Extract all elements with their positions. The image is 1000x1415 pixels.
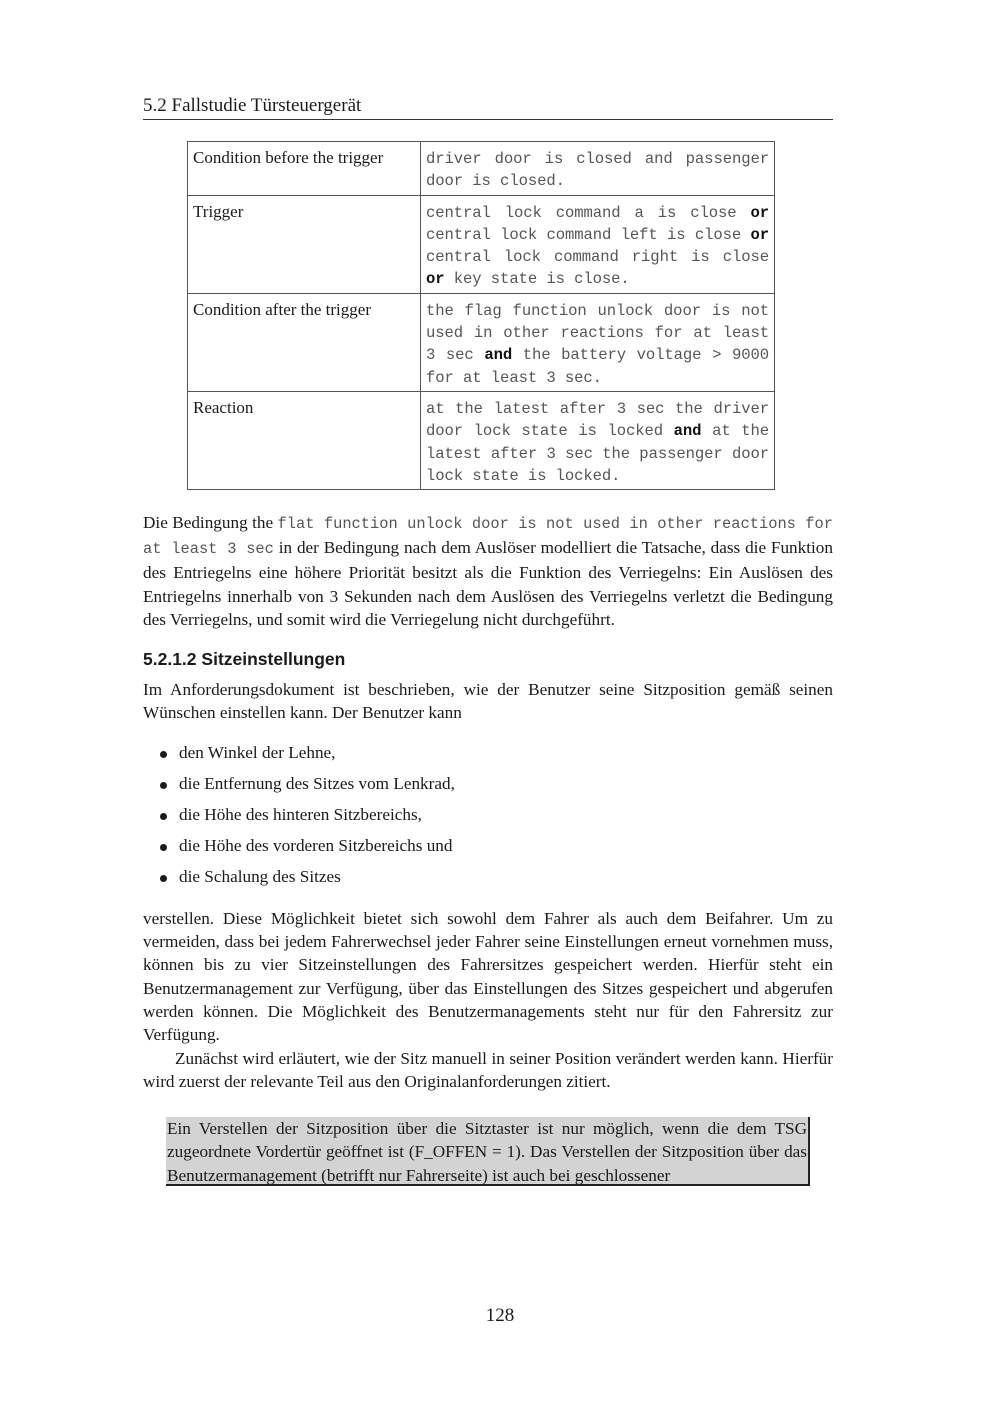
keyword: or bbox=[750, 225, 769, 244]
inline-code: flat function unlock door is not used in other reactions for at least 3 sec bbox=[143, 515, 833, 559]
list-item-text: den Winkel der Lehne, bbox=[179, 743, 336, 762]
requirements-table bbox=[187, 141, 775, 490]
list-item-text: die Höhe des hinteren Sitzbereichs, bbox=[179, 805, 422, 824]
paragraph-lead: Die Bedingung the bbox=[143, 513, 278, 532]
row-label: Condition after the trigger bbox=[188, 293, 421, 391]
keyword: or bbox=[426, 270, 445, 289]
list-item bbox=[143, 834, 833, 865]
section-heading bbox=[143, 648, 345, 670]
keyword: or bbox=[750, 203, 769, 222]
quoted-requirement: Ein Verstellen der Sitzposition über die Sitztaster ist nur möglich, wenn die dem TSG zugeordnete Vordertür geöffnet ist (F_OFFEN = 1). Das Verstellen der Sitzposition über das Benutzermanagement (betrifft nur Fahrerseite) ist auch bei geschlossener bbox=[166, 1117, 810, 1186]
bullet-icon bbox=[160, 813, 167, 820]
list-item-text: die Schalung des Sitzes bbox=[179, 867, 341, 886]
paragraph-intro: Im Anforderungsdokument ist beschrieben, wie der Benutzer seine Sitzposition gemäß seinen Wünschen einstellen kann. Der Benutzer kann bbox=[143, 680, 833, 723]
value-text: key state is close. bbox=[444, 270, 630, 289]
list-item-text: die Höhe des vorderen Sitzbereichs und bbox=[179, 836, 453, 855]
paragraph-manual-adjustment: Zunächst wird erläutert, wie der Sitz manuell in seiner Position verändert werden kann. Hierfür wird zuerst der relevante Teil aus den Originalanforderungen zitiert. bbox=[143, 1049, 833, 1092]
section-number: 5.2.1.2 bbox=[143, 649, 197, 669]
bullet-list bbox=[143, 741, 833, 896]
keyword: and bbox=[673, 422, 702, 441]
table-row bbox=[188, 195, 775, 293]
bullet-icon bbox=[160, 751, 167, 758]
value-text: central lock command right is close bbox=[426, 248, 769, 267]
row-label: Reaction bbox=[188, 391, 421, 489]
table-row bbox=[188, 391, 775, 489]
row-label: Condition before the trigger bbox=[188, 142, 421, 196]
list-item bbox=[143, 865, 833, 896]
value-text: driver door is closed and passenger door is closed. bbox=[426, 150, 769, 191]
paragraph-condition-explanation bbox=[143, 511, 833, 631]
row-value bbox=[421, 391, 775, 489]
table-row bbox=[188, 142, 775, 196]
section-title: Sitzeinstellungen bbox=[201, 649, 346, 669]
value-text: at the latest after 3 sec the passenger door lock state is locked. bbox=[426, 422, 769, 485]
value-text: central lock command a is close bbox=[426, 203, 751, 222]
list-item bbox=[143, 803, 833, 834]
paragraph-rest: in der Bedingung nach dem Auslöser modelliert die Tatsache, dass die Funktion des Entriegelns eine höhere Priorität besitzt als die Funktion des Verriegelns: Ein Auslösen des Entriegelns innerhalb von 3 Sekunden nach dem Auslösen des Verriegelns verletzt die Bedingung des Verriegelns, und somit wird die Verriegelung nicht durchgeführt. bbox=[143, 538, 833, 629]
row-value bbox=[421, 293, 775, 391]
value-text: the battery voltage > 9000 for at least 3 sec. bbox=[426, 346, 770, 387]
value-text: central lock command left is close bbox=[426, 225, 751, 244]
table-row bbox=[188, 293, 775, 391]
page-number: 128 bbox=[485, 1305, 515, 1326]
bullet-icon bbox=[160, 844, 167, 851]
row-label: Trigger bbox=[188, 195, 421, 293]
value-text: the flag function unlock door is not used in other reactions for at least 3 sec bbox=[426, 301, 769, 365]
keyword: and bbox=[484, 346, 513, 365]
running-header: 5.2 Fallstudie Türsteuergerät bbox=[143, 95, 833, 120]
list-item bbox=[143, 772, 833, 803]
value-text: at the latest after 3 sec the driver door lock state is locked bbox=[426, 399, 769, 441]
bullet-icon bbox=[160, 782, 167, 789]
paragraph-settings: verstellen. Diese Möglichkeit bietet sich sowohl dem Fahrer als auch dem Beifahrer. Um zu vermeiden, dass bei jedem Fahrerwechsel jeder Fahrer seine Einstellungen erneut vornehmen muss, können bis zu vier Sitzeinstellungen des Fahrersitzes gespeichert werden. Hierfür steht ein Benutzermanagement zur Verfügung, über das Einstellungen des Sitzes gespeichert und abgerufen werden können. Die Möglichkeit des Benutzermanagements steht nur für den Fahrersitz zur Verfügung. bbox=[143, 909, 833, 1045]
row-value bbox=[421, 195, 775, 293]
bullet-icon bbox=[160, 875, 167, 882]
list-item-text: die Entfernung des Sitzes vom Lenkrad, bbox=[179, 774, 455, 793]
row-value bbox=[421, 142, 775, 196]
list-item bbox=[143, 741, 833, 772]
